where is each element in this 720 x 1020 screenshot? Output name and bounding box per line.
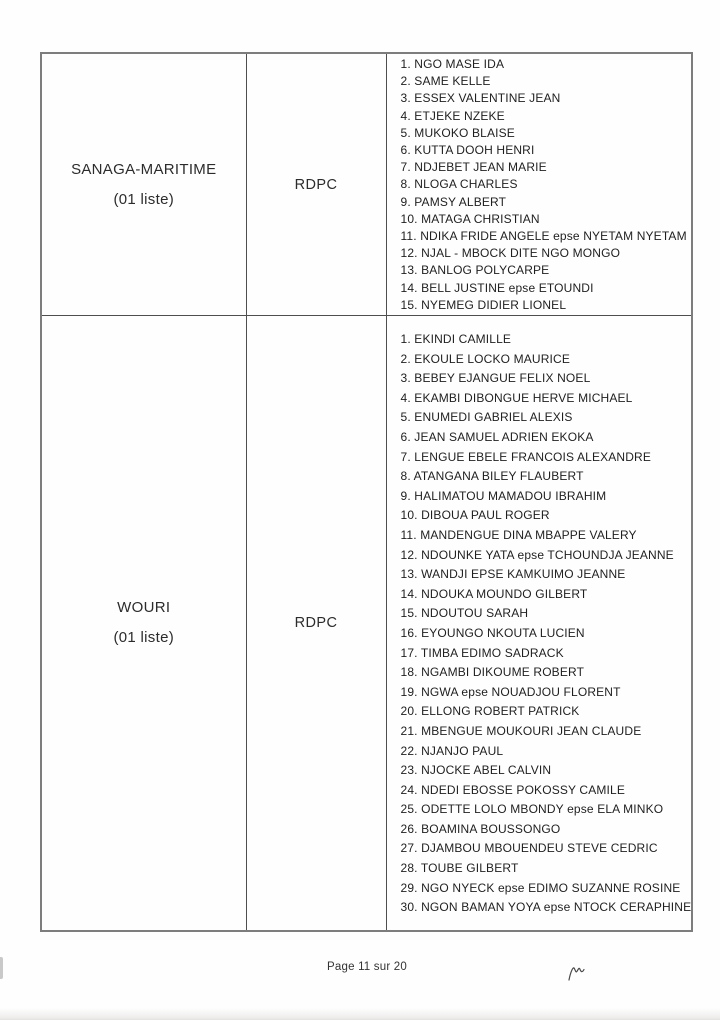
candidate-line: 6. JEAN SAMUEL ADRIEN EKOKA [400, 430, 594, 445]
candidate-line: 11. MANDENGUE DINA MBAPPE VALERY [400, 527, 637, 542]
candidate-line: 1. EKINDI CAMILLE [400, 332, 512, 347]
candidate-line: 25. ODETTE LOLO MBONDY epse ELA MINKO [400, 802, 664, 817]
candidate-line: 2. EKOULE LOCKO MAURICE [400, 351, 570, 366]
candidate-line: 15. NDOUTOU SARAH [400, 606, 529, 621]
candidate-line: 14. NDOUKA MOUNDO GILBERT [400, 586, 588, 601]
list-count: (01 liste) [113, 629, 175, 647]
candidate-line: 8. ATANGANA BILEY FLAUBERT [400, 469, 584, 484]
candidate-line: 30. NGON BAMAN YOYA epse NTOCK CERAPHINE [400, 900, 692, 915]
candidate-line: 2. SAME KELLE [400, 74, 491, 89]
candidate-line: 10. DIBOUA PAUL ROGER [400, 508, 550, 523]
table-row-sanaga-maritime [41, 53, 692, 316]
candidates-cell [386, 53, 692, 316]
candidates-cell [386, 316, 692, 931]
list-count: (01 liste) [113, 191, 175, 209]
candidate-line: 3. BEBEY EJANGUE FELIX NOEL [400, 371, 591, 386]
candidate-line: 5. MUKOKO BLAISE [400, 125, 515, 140]
page-number-footer: Page 11 sur 20 [327, 961, 407, 973]
candidate-line: 21. MBENGUE MOUKOURI JEAN CLAUDE [400, 723, 642, 738]
party-name: RDPC [294, 176, 338, 193]
candidate-line: 18. NGAMBI DIKOUME ROBERT [400, 665, 585, 680]
candidate-line: 9. PAMSY ALBERT [400, 194, 507, 209]
handwritten-m-mark [566, 962, 592, 984]
candidate-line: 17. TIMBA EDIMO SADRACK [400, 645, 564, 660]
candidate-line: 4. ETJEKE NZEKE [400, 108, 505, 123]
candidate-line: 29. NGO NYECK epse EDIMO SUZANNE ROSINE [400, 880, 681, 895]
candidate-line: 14. BELL JUSTINE epse ETOUNDI [400, 280, 594, 295]
table-row-wouri [41, 316, 692, 931]
candidate-line: 7. LENGUE EBELE FRANCOIS ALEXANDRE [400, 449, 652, 464]
candidate-line: 27. DJAMBOU MBOUENDEU STEVE CEDRIC [400, 841, 658, 856]
candidate-line: 9. HALIMATOU MAMADOU IBRAHIM [400, 488, 607, 503]
constituency-cell [41, 53, 246, 316]
candidate-line: 26. BOAMINA BOUSSONGO [400, 821, 561, 836]
candidate-line: 19. NGWA epse NOUADJOU FLORENT [400, 684, 621, 699]
candidate-line: 22. NJANJO PAUL [400, 743, 504, 758]
scan-artifact-left-edge [0, 957, 3, 979]
candidate-line: 16. EYOUNGO NKOUTA LUCIEN [400, 625, 585, 640]
candidate-line: 6. KUTTA DOOH HENRI [400, 143, 535, 158]
scan-artifact-bottom-edge [0, 1008, 720, 1020]
party-cell [246, 316, 386, 931]
candidate-line: 1. NGO MASE IDA [400, 57, 505, 71]
party-cell [246, 53, 386, 316]
candidate-roster-table [40, 52, 693, 932]
candidate-line: 28. TOUBE GILBERT [400, 861, 519, 876]
candidate-line: 8. NLOGA CHARLES [400, 177, 518, 192]
candidate-line: 7. NDJEBET JEAN MARIE [400, 160, 547, 175]
candidate-line: 3. ESSEX VALENTINE JEAN [400, 91, 561, 106]
candidate-line: 12. NDOUNKE YATA epse TCHOUNDJA JEANNE [400, 547, 674, 562]
candidate-line: 4. EKAMBI DIBONGUE HERVE MICHAEL [400, 390, 633, 405]
candidate-line: 10. MATAGA CHRISTIAN [400, 211, 540, 226]
candidate-line: 24. NDEDI EBOSSE POKOSSY CAMILE [400, 782, 626, 797]
constituency-name: WOURI [117, 599, 171, 617]
candidate-line: 13. WANDJI EPSE KAMKUIMO JEANNE [400, 567, 626, 582]
constituency-name: SANAGA-MARITIME [71, 161, 217, 179]
party-name: RDPC [294, 614, 338, 631]
constituency-cell [41, 316, 246, 931]
candidate-line: 5. ENUMEDI GABRIEL ALEXIS [400, 410, 573, 425]
candidate-line: 15. NYEMEG DIDIER LIONEL [400, 297, 567, 312]
candidate-line: 12. NJAL - MBOCK DITE NGO MONGO [400, 246, 621, 261]
candidate-line: 11. NDIKA FRIDE ANGELE epse NYETAM NYETAM [400, 229, 687, 244]
candidate-line: 13. BANLOG POLYCARPE [400, 263, 550, 278]
candidate-line: 23. NJOCKE ABEL CALVIN [400, 763, 552, 778]
candidate-line: 20. ELLONG ROBERT PATRICK [400, 704, 580, 719]
